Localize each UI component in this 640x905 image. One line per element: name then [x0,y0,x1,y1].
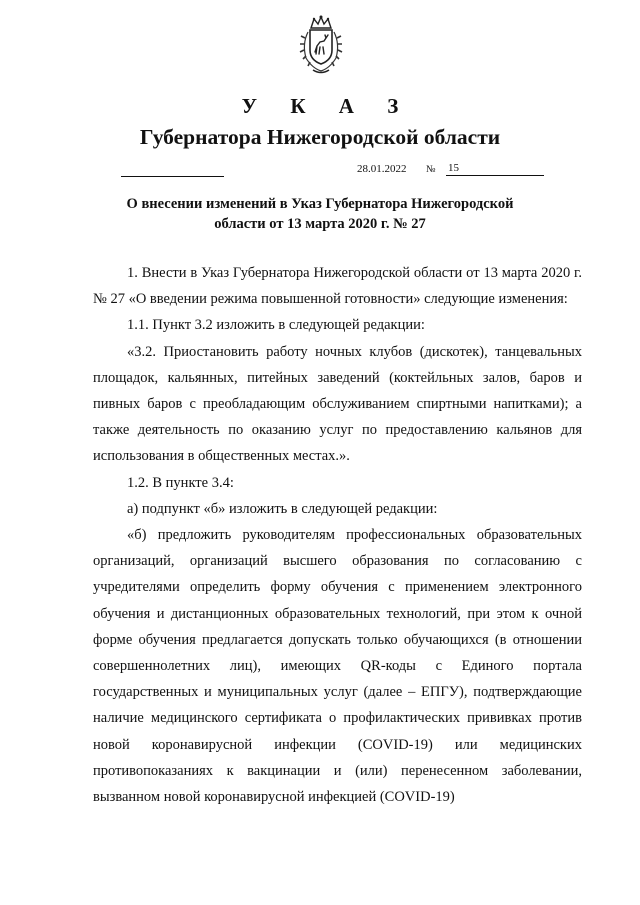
coat-of-arms-icon [298,14,344,76]
document-type-title: У К А З [241,94,413,118]
number-label: № [426,164,436,175]
paragraph: 1. Внести в Указ Губернатора Нижегородской области от 13 марта 2020 г. № 27 «О введении режима повышенной готовности» следующие изменения: [93,265,582,308]
heading-line: области от 13 марта 2020 г. № 27 [214,216,426,232]
heading-line: О внесении изменений в Указ Губернатора Нижегородской [126,196,514,212]
issuer-title: Губернатора Нижегородской области [139,125,501,149]
paragraph: 1.1. Пункт 3.2 изложить в следующей редакции: [127,317,425,334]
document-body [93,260,582,810]
paragraph: а) подпункт «б» изложить в следующей редакции: [127,500,438,517]
document-number: 15 [446,162,544,176]
paragraph: «б) предложить руководителям профессиональных образовательных организаций, организаций высшего образования по согласованию с учредителями определить форму обучения с применением электронного обучения и дистанционных образовательных технологий, при этом к очной форме обучения предлагается допускать только обучающихся (в отношении совершеннолетних лиц), имеющих QR-коды с Единого портала государственных и муниципальных услуг (далее – ЕПГУ), подтверждающие наличие медицинского сертификата о профилактических прививках против новой коронавирусной инфекции (COVID-19) или медицинских противопоказаниях к вакцинации и (или) перенесенном заболевании, вызванном новой коронавирусной инфекцией (COVID-19) [93,527,582,806]
date-blank-line [121,176,224,177]
paragraph: «3.2. Приостановить работу ночных клубов (дискотек), танцевальных площадок, кальянных, питейных заведений (коктейльных залов, баров и пивных баров с преобладающим обслуживанием спиртными напитками); а также деятельность по оказанию услуг по предоставлению кальянов для использования в общественных местах.». [93,343,582,465]
document-heading [120,194,520,234]
document-date: 28.01.2022 [357,163,407,175]
paragraph: 1.2. В пункте 3.4: [127,474,234,491]
